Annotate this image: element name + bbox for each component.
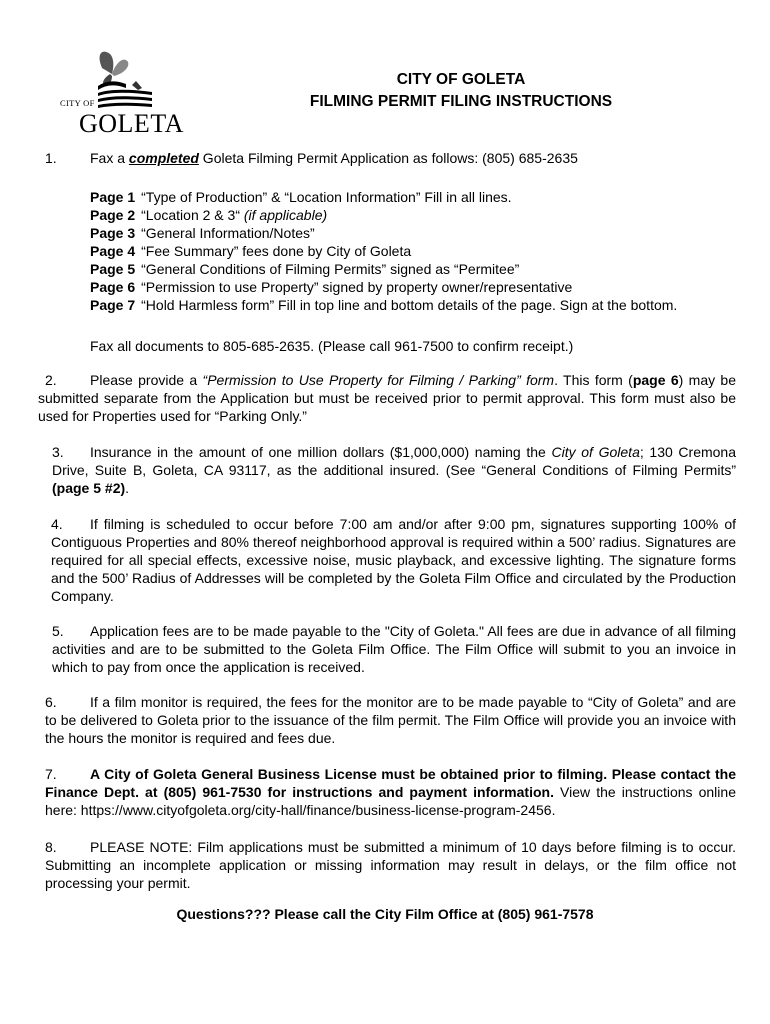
fax-note: Fax all documents to 805-685-2635. (Please call 961-7500 to confirm receipt.): [90, 338, 574, 354]
item-4: 4. If filming is scheduled to occur before 7:00 am and/or after 9:00 pm, signatures supporting 100% of Contiguous Properties and 80% thereof neighborhood approval is required within a 500’ radius. Signatures are required for all special effects, excessive noise, music playback, and excessive lighting. The signature forms and the 500’ Radius of Addresses will be completed by the Goleta Film Office and circulated by the Production Company.: [51, 516, 736, 604]
page-item-7: Page 7 “Hold Harmless form” Fill in top line and bottom details of the page. Sign at the bottom.: [90, 297, 678, 313]
item-7: 7. A City of Goleta General Business License must be obtained prior to filming. Please contact the Finance Dept. at (805) 961-7530 for instructions and payment information. View the instructions online here: https://www.cityofgoleta.org/city-hall/finance/business-license-program-2456.: [45, 766, 736, 818]
page-item-2: Page 2 “Location 2 & 3“ (if applicable): [90, 207, 328, 223]
page-item-6: Page 6 “Permission to use Property” signed by property owner/representative: [90, 279, 573, 295]
document-title: CITY OF GOLETA: [396, 71, 526, 88]
item-1: 1. Fax a completed Goleta Filming Permit Application as follows: (805) 685-2635: [45, 150, 578, 166]
page-item-5: Page 5 “General Conditions of Filming Permits” signed as “Permitee”: [90, 261, 520, 277]
city-logo: [52, 44, 184, 140]
logo-goleta-text: GOLETA: [79, 109, 184, 138]
page-item-3: Page 3 “General Information/Notes”: [90, 225, 315, 241]
business-license-notice: A City of Goleta General Business License must be obtained prior to filming. Please contact the Finance Dept. at (805) 961-7530 for instructions and payment information.: [45, 766, 736, 800]
logo-city-of-text: CITY OF: [60, 98, 95, 108]
page-item-1: Page 1 “Type of Production” & “Location Information” Fill in all lines.: [90, 189, 512, 205]
item-5: 5. Application fees are to be made payable to the "City of Goleta." All fees are due in advance of all filming activities and are to be submitted to the Goleta Film Office. The Film Office will submit to you an invoice in which to pay from once the application is received.: [52, 623, 736, 675]
item-2: 2. Please provide a “Permission to Use Property for Filming / Parking” form. This form (page 6) may be submitted separate from the Application but must be received prior to permit approval. This form must also be used for Properties used for “Parking Only.”: [38, 372, 737, 424]
item-8: 8. PLEASE NOTE: Film applications must be submitted a minimum of 10 days before filming is to occur. Submitting an incomplete application or missing information may result in delays, or the film office not processing your permit.: [45, 839, 736, 891]
item-3: 3. Insurance in the amount of one million dollars ($1,000,000) naming the City of Goleta; 130 Cremona Drive, Suite B, Goleta, CA 93117, as the additional insured. (See “General Conditions of Filming Permits” (page 5 #2).: [52, 444, 737, 496]
questions-contact: Questions??? Please call the City Film Office at (805) 961-7578: [176, 906, 594, 922]
document-subtitle: FILMING PERMIT FILING INSTRUCTIONS: [309, 93, 613, 110]
item-number: 1.: [45, 150, 57, 166]
page-item-4: Page 4 “Fee Summary” fees done by City of Goleta: [90, 243, 412, 259]
item-6: 6. If a film monitor is required, the fees for the monitor are to be made payable to “City of Goleta” and are to be delivered to Goleta prior to the issuance of the film permit. The Film Office will provide you an invoice with the hours the monitor is required and fees due.: [45, 694, 736, 746]
emphasis-completed: completed: [128, 150, 199, 166]
